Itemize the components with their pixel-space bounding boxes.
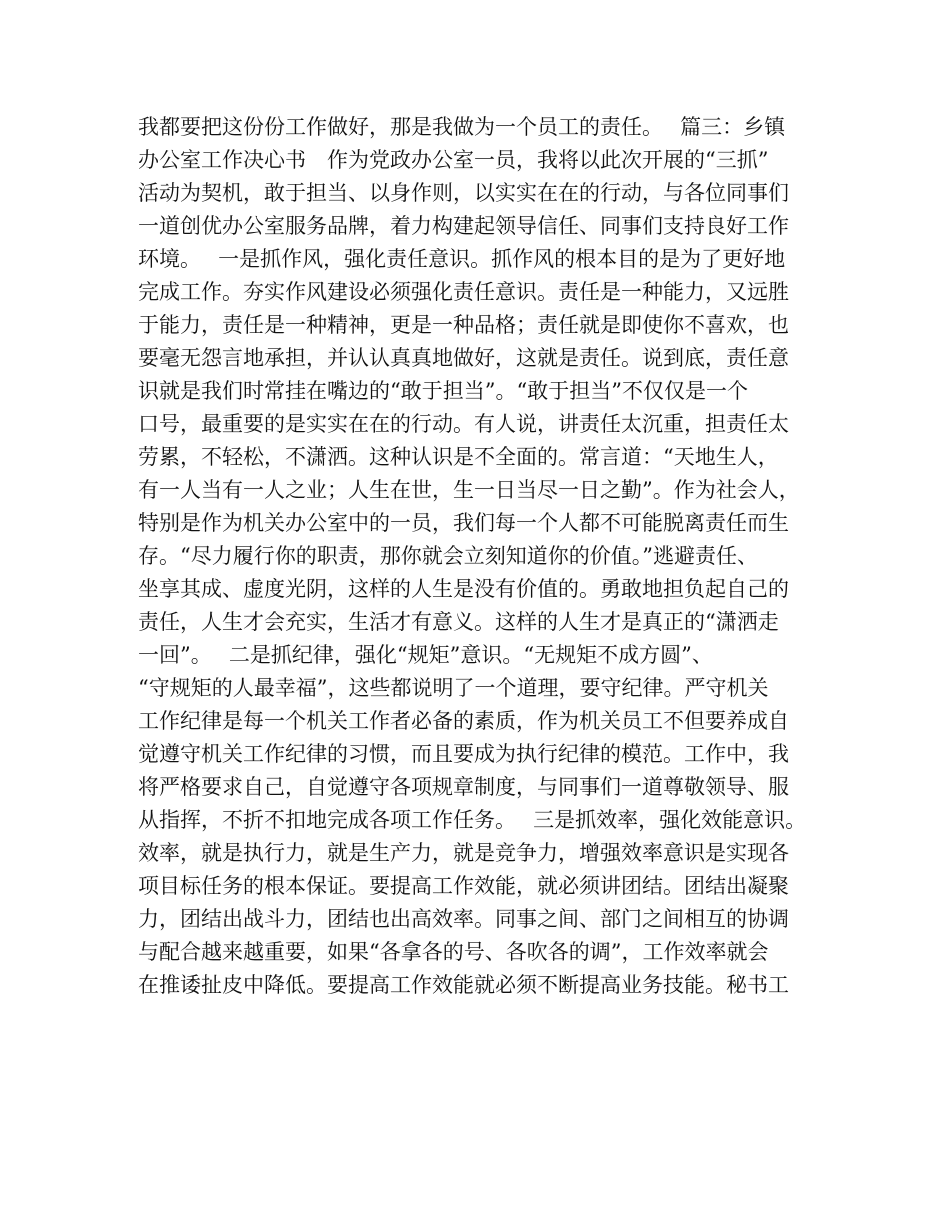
text-line: 力，团结出战斗力，团结也出高效率。同事之间、部门之间相互的协调 [138, 907, 789, 931]
text-line: 活动为契机，敢于担当、以身作则，以实实在在的行动，与各位同事们 [138, 181, 789, 205]
text-line: 劳累，不轻松，不潇洒。这种认识是不全面的。常言道：“天地生人， [138, 445, 779, 469]
text-line: 将严格要求自己，自觉遵守各项规章制度，与同事们一道尊敬领导、服 [138, 775, 789, 799]
text-line: 口号，最重要的是实实在在的行动。有人说，讲责任太沉重，担责任太 [138, 412, 789, 436]
text-line: 存。“尽力履行你的职责，那你就会立刻知道你的价值。”逃避责任、 [138, 544, 758, 568]
text-line: 我都要把这份份工作做好，那是我做为一个员工的责任。 篇三：乡镇 [138, 115, 786, 139]
text-line: 于能力，责任是一种精神，更是一种品格；责任就是即使你不喜欢，也 [138, 313, 789, 337]
body-text [138, 111, 838, 1002]
text-line: “守规矩的人最幸福”，这些都说明了一个道理，要守纪律。严守机关 [138, 676, 769, 700]
text-line: 要毫无怨言地承担，并认认真真地做好，这就是责任。说到底，责任意 [138, 346, 789, 370]
text-line: 一道创优办公室服务品牌，着力构建起领导信任、同事们支持良好工作 [138, 214, 789, 238]
text-line: 项目标任务的根本保证。要提高工作效能，就必须讲团结。团结出凝聚 [138, 874, 789, 898]
text-line: 与配合越来越重要，如果“各拿各的号、各吹各的调”，工作效率就会 [138, 940, 769, 964]
text-line: 有一人当有一人之业；人生在世，生一日当尽一日之勤”。作为社会人， [138, 478, 800, 502]
text-line: 特别是作为机关办公室中的一员，我们每一个人都不可能脱离责任而生 [138, 511, 789, 535]
text-line: 环境。 一是抓作风，强化责任意识。抓作风的根本目的是为了更好地 [138, 247, 786, 271]
text-line: 工作纪律是每一个机关工作者必备的素质，作为机关员工不但要养成自 [138, 709, 789, 733]
text-line: 完成工作。夯实作风建设必须强化责任意识。责任是一种能力，又远胜 [138, 280, 789, 304]
text-line: 坐享其成、虚度光阴，这样的人生是没有价值的。勇敢地担负起自己的 [138, 577, 789, 601]
text-line: 一回”。 二是抓纪律，强化“规矩”意识。“无规矩不成方圆”、 [138, 643, 713, 667]
text-line: 识就是我们时常挂在嘴边的“敢于担当”。“敢于担当”不仅仅是一个 [138, 379, 748, 403]
text-line: 效率，就是执行力，就是生产力，就是竞争力，增强效率意识是实现各 [138, 841, 789, 865]
text-line: 在推诿扯皮中降低。要提高工作效能就必须不断提高业务技能。秘书工 [138, 973, 789, 997]
text-line: 责任，人生才会充实，生活才有意义。这样的人生才是真正的“潇洒走 [138, 610, 779, 634]
text-line: 从指挥，不折不扣地完成各项工作任务。 三是抓效率，强化效能意识。 [138, 808, 807, 832]
text-line: 办公室工作决心书 作为党政办公室一员，我将以此次开展的“三抓” [138, 148, 769, 172]
text-line: 觉遵守机关工作纪律的习惯，而且要成为执行纪律的模范。工作中，我 [138, 742, 789, 766]
